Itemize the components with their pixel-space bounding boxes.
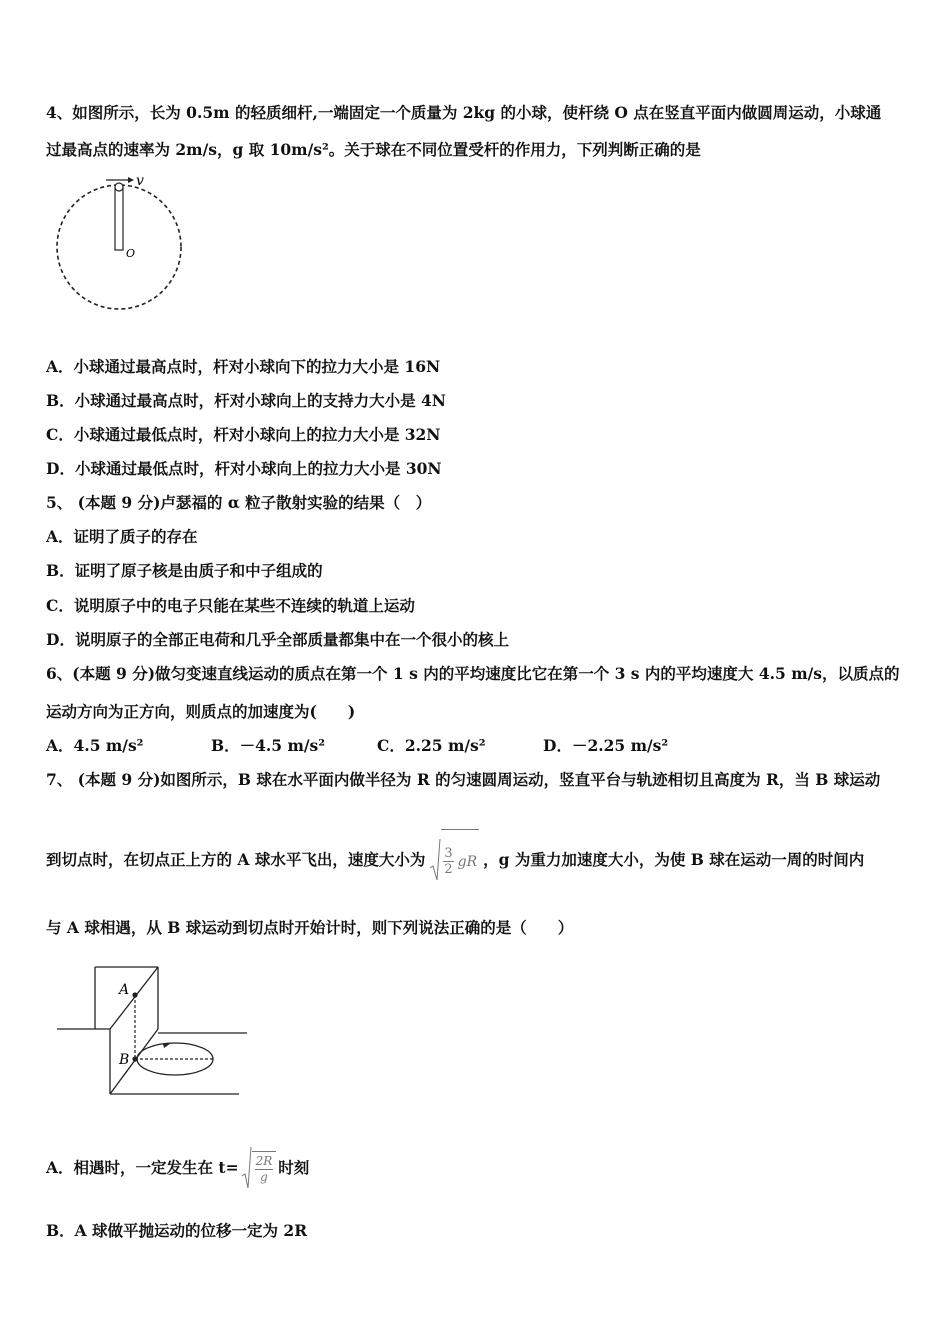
q7-line2-text-a: 到切点时，在切点正上方的 A 球水平飞出，速度大小为 xyxy=(46,850,426,869)
q4-option-b: B．小球通过最高点时，杆对小球向上的支持力大小是 4N xyxy=(46,391,446,410)
q6-option-b: B．－4.5 m/s² xyxy=(211,736,326,755)
q7-time-formula xyxy=(241,1146,277,1190)
q7-speed-denominator: 2 xyxy=(444,862,453,877)
q4-option-a: A．小球通过最高点时，杆对小球向下的拉力大小是 16N xyxy=(46,357,441,376)
q4-rod xyxy=(115,188,123,250)
q5-option-a: A．证明了质子的存在 xyxy=(46,527,198,546)
q7-time-denominator: g xyxy=(260,1170,268,1184)
q7-time-numerator: 2R xyxy=(255,1154,273,1168)
q7-time-radical-sign xyxy=(241,1146,252,1190)
q7-speed-formula xyxy=(429,829,479,892)
q4-label-o: O xyxy=(126,247,136,260)
q7-label-b: B xyxy=(119,1052,130,1068)
q7-stem-line2 xyxy=(46,830,864,890)
q4-ball xyxy=(115,183,123,191)
q7-speed-gr: gR xyxy=(457,853,478,870)
q6-stem-line1: 6、(本题 9 分)做匀变速直线运动的质点在第一个 1 s 内的平均速度比它在第一个 3 s 内的平均速度大 4.5 m/s，以质点的 xyxy=(46,664,900,683)
q6-option-c: C．2.25 m/s² xyxy=(377,736,486,755)
q4-circular-motion-figure xyxy=(50,170,190,315)
q5-option-b: B．证明了原子核是由质子和中子组成的 xyxy=(46,561,323,580)
q7-option-a-tail: 时刻 xyxy=(278,1158,310,1177)
q7-radical-sign xyxy=(429,838,441,882)
q6-option-d: D．－2.25 m/s² xyxy=(543,736,669,755)
q7-platform-figure xyxy=(55,963,255,1103)
q6-option-a: A．4.5 m/s² xyxy=(46,736,144,755)
q7-label-a: A xyxy=(119,982,130,998)
q7-point-a xyxy=(132,992,137,997)
q7-speed-numerator: 3 xyxy=(444,846,453,861)
q7-option-b: B．A 球做平抛运动的位移一定为 2R xyxy=(46,1221,308,1240)
q4-arrow-head xyxy=(128,177,134,183)
q7-line2-text-b: ，g 为重力加速度大小，为使 B 球在运动一周的时间内 xyxy=(483,850,865,869)
q7-stem-line1: 7、 (本题 9 分)如图所示，B 球在水平面内做半径为 R 的匀速圆周运动，竖直平台与轨迹相切且高度为 R，当 B 球运动 xyxy=(46,770,881,789)
q4-option-c: C．小球通过最低点时，杆对小球向上的拉力大小是 32N xyxy=(46,425,441,444)
q7-option-a xyxy=(46,1138,309,1198)
q7-point-b xyxy=(132,1056,137,1061)
q7-stem-line3: 与 A 球相遇，从 B 球运动到切点时开始计时，则下列说法正确的是（ ） xyxy=(46,918,574,937)
q4-option-d: D．小球通过最低点时，杆对小球向上的拉力大小是 30N xyxy=(46,459,442,478)
q5-option-d: D．说明原子的全部正电荷和几乎全部质量都集中在一个很小的核上 xyxy=(46,630,509,649)
q6-stem-line2: 运动方向为正方向，则质点的加速度为( ) xyxy=(46,702,356,721)
q5-option-c: C．说明原子中的电子只能在某些不连续的轨道上运动 xyxy=(46,596,415,615)
q7-option-a-text: A．相遇时，一定发生在 t= xyxy=(46,1158,239,1177)
q4-stem-line2: 过最高点的速率为 2m/s，g 取 10m/s²。关于球在不同位置受杆的作用力，下列判断正确的是 xyxy=(46,140,701,159)
q4-label-v: v xyxy=(136,173,144,189)
q4-stem-line1: 4、如图所示，长为 0.5m 的轻质细杆,一端固定一个质量为 2kg 的小球，使杆绕 O 点在竖直平面内做圆周运动，小球通 xyxy=(46,103,882,122)
q5-stem: 5、 (本题 9 分)卢瑟福的 α 粒子散射实验的结果（ ） xyxy=(46,493,432,512)
